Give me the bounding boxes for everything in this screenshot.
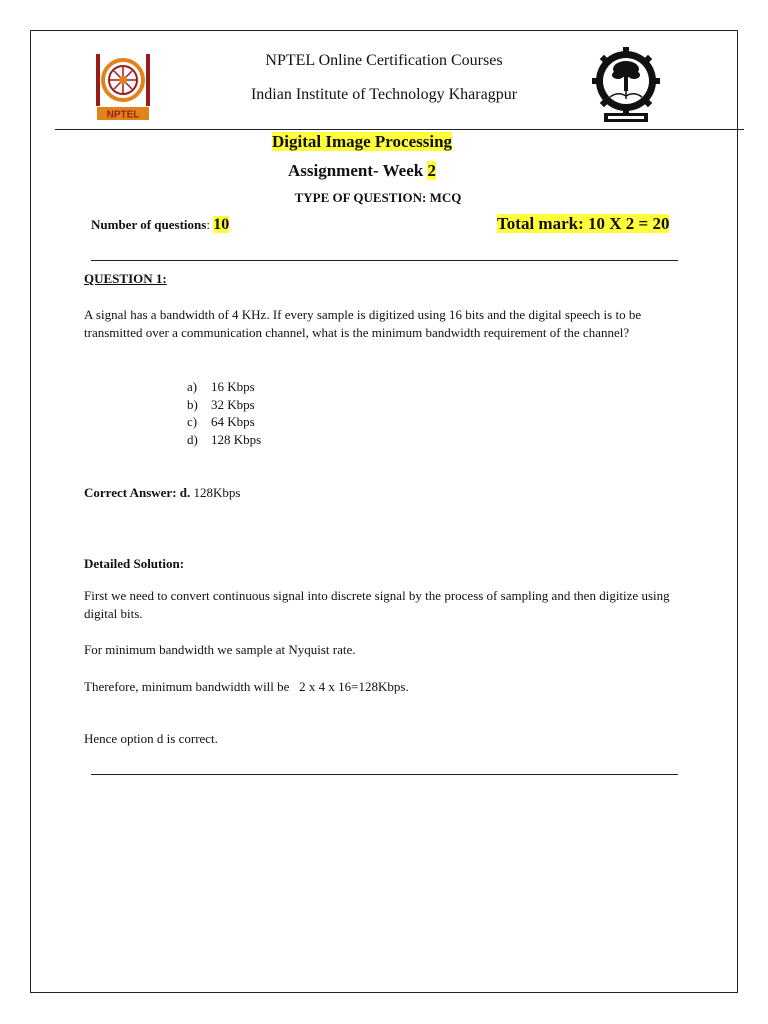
option-b xyxy=(187,396,261,414)
section-rule-top xyxy=(91,260,678,261)
question-type: TYPE OF QUESTION: MCQ xyxy=(294,190,462,205)
solution-paragraph-3: Therefore, minimum bandwidth will be 2 x 4 x 16=128Kbps. xyxy=(84,679,409,694)
option-letter: b) xyxy=(187,396,198,412)
assignment-week xyxy=(0,161,724,181)
option-text: 16 Kbps xyxy=(211,379,255,394)
option-text: 32 Kbps xyxy=(211,396,255,412)
total-mark xyxy=(497,214,669,234)
number-of-questions-value: 10 xyxy=(213,216,230,233)
detailed-solution-heading: Detailed Solution: xyxy=(84,556,185,571)
question-1-text: A signal has a bandwidth of 4 KHz. If every sample is digitized using 16 bits and the digital speech is to be transmitted over a communication channel, what is the minimum bandwidth requirement of the channel? xyxy=(84,307,642,340)
number-of-questions xyxy=(91,216,229,234)
option-c xyxy=(187,413,261,431)
option-d xyxy=(187,431,261,449)
assignment-week-number: 2 xyxy=(427,161,436,180)
total-mark-text: Total mark: 10 X 2 = 20 xyxy=(497,214,670,233)
header-line-1: NPTEL Online Certification Courses xyxy=(265,52,503,69)
course-title xyxy=(0,132,724,152)
assignment-week-label: Assignment- Week xyxy=(288,161,428,180)
option-text: 128 Kbps xyxy=(211,431,262,447)
question-1-heading: QUESTION 1: xyxy=(84,271,167,286)
option-letter: c) xyxy=(187,414,198,429)
section-rule-bottom xyxy=(91,774,678,775)
solution-paragraph-2: For minimum bandwidth we sample at Nyquist rate. xyxy=(84,642,356,657)
correct-answer xyxy=(84,485,240,501)
number-of-questions-colon: : xyxy=(206,217,214,232)
nptel-logo-text: NPTEL xyxy=(106,109,140,121)
option-a xyxy=(187,378,261,396)
answer-options xyxy=(187,378,261,448)
solution-paragraph-4: Hence option d is correct. xyxy=(84,731,218,746)
option-letter: a) xyxy=(187,379,198,394)
option-text: 64 Kbps xyxy=(211,414,255,429)
correct-answer-value: 128Kbps xyxy=(190,485,241,500)
header-rule xyxy=(55,129,744,130)
header-line-2: Indian Institute of Technology Kharagpur xyxy=(250,86,518,103)
option-letter: d) xyxy=(187,431,198,447)
number-of-questions-label: Number of questions xyxy=(91,217,207,232)
correct-answer-label: Correct Answer: d. xyxy=(84,485,191,500)
solution-paragraph-1: First we need to convert continuous signal into discrete signal by the process of sampling and then digitize using digital bits. xyxy=(84,588,670,621)
course-title-text: Digital Image Processing xyxy=(271,132,453,151)
